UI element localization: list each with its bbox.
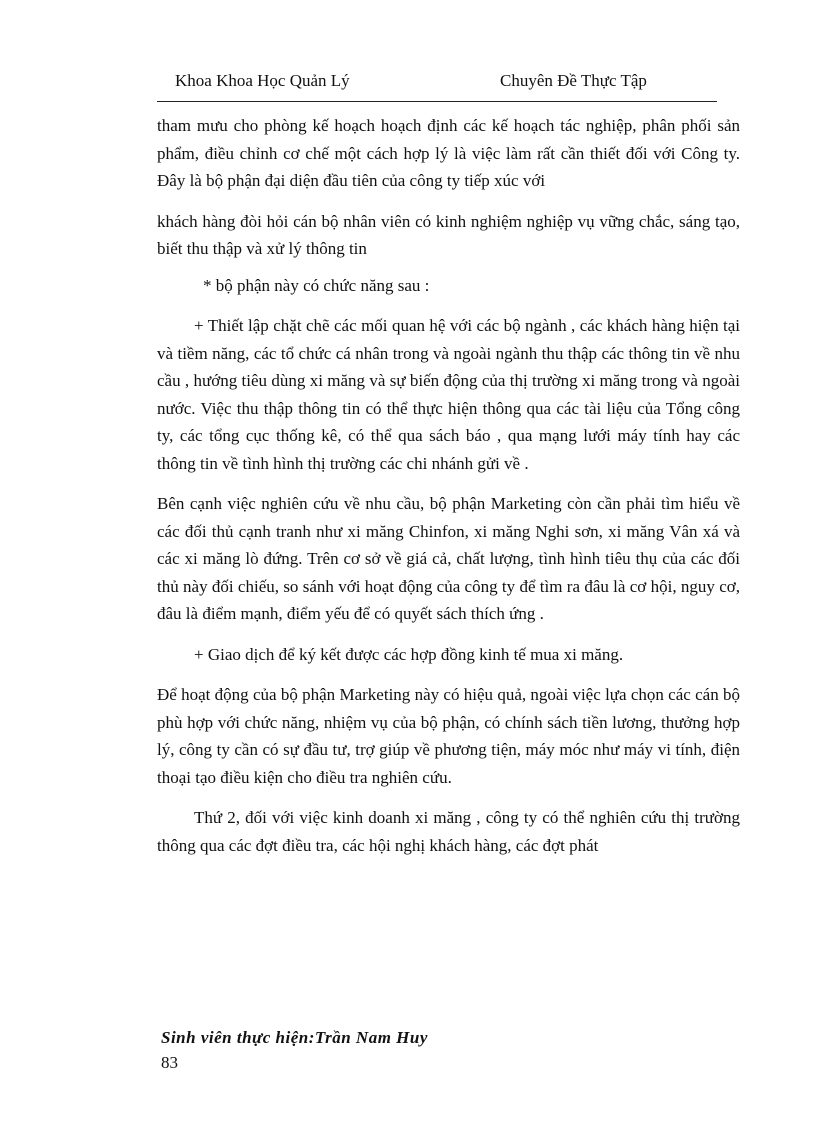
paragraph-3: * bộ phận này có chức năng sau : [203,275,430,295]
page-header [157,68,717,94]
paragraph-5: Bên cạnh việc nghiên cứu về nhu cầu, bộ phận Marketing còn cần phải tìm hiểu về các đối thủ cạnh tranh như xi măng Chinfon, xi măng Nghi sơn, xi măng Vân xá và các xi măng lò đứng. Trên cơ sở về giá cả, chất lượng, tình hình tiêu thụ của các đối thủ này đối chiếu, so sánh với hoạt động của công ty để tìm ra đâu là cơ hội, nguy cơ, đâu là điểm mạnh, điểm yếu để có quyết sách thích ứng . [157,494,740,623]
header-divider [157,101,717,102]
paragraph-1: tham mưu cho phòng kế hoạch hoạch định các kế hoạch tác nghiệp, phân phối sản phẩm, điều chỉnh cơ chế một cách hợp lý là việc làm rất cần thiết đối với Công ty. Đây là bộ phận đại diện đầu tiên của công ty tiếp xúc với [157,116,740,190]
paragraph-8: Thứ 2, đối với việc kinh doanh xi măng , công ty có thể nghiên cứu thị trường thông qua các đợt điều tra, các hội nghị khách hàng, các đợt phát [157,808,740,855]
paragraph-4: + Thiết lập chặt chẽ các mối quan hệ với các bộ ngành , các khách hàng hiện tại và tiềm năng, các tổ chức cá nhân trong và ngoài ngành thu thập các thông tin về nhu cầu , hướng tiêu dùng xi măng và sự biến động của thị trường xi măng trong và ngoài nước. Việc thu thập thông tin có thể thực hiện thông qua các tài liệu của Tổng công ty, các tổng cục thống kê, có thể qua sách báo , qua mạng lưới máy tính hay các thông tin về tình hình thị trường các chi nhánh gửi về . [157,316,740,473]
header-report-title: Chuyên Đề Thực Tập [500,71,647,90]
footer-signature: Sinh viên thực hiện:Trần Nam Huy [161,1028,428,1047]
page-number: 83 [161,1053,178,1072]
paragraph-7: Để hoạt động của bộ phận Marketing này có hiệu quả, ngoài việc lựa chọn các cán bộ phù hợp với chức năng, nhiệm vụ của bộ phận, có chính sách tiền lương, thưởng hợp lý, công ty cần có sự đầu tư, trợ giúp về phương tiện, máy móc như máy vi tính, điện thoại tạo điều kiện cho điều tra nghiên cứu. [157,685,740,787]
document-body [157,112,740,872]
header-faculty: Khoa Khoa Học Quản Lý [175,71,350,90]
paragraph-6: + Giao dịch để ký kết được các hợp đồng kinh tế mua xi măng. [194,644,624,664]
paragraph-2: khách hàng đòi hỏi cán bộ nhân viên có kinh nghiệm nghiệp vụ vững chắc, sáng tạo, biết thu thập và xử lý thông tin [157,211,740,258]
